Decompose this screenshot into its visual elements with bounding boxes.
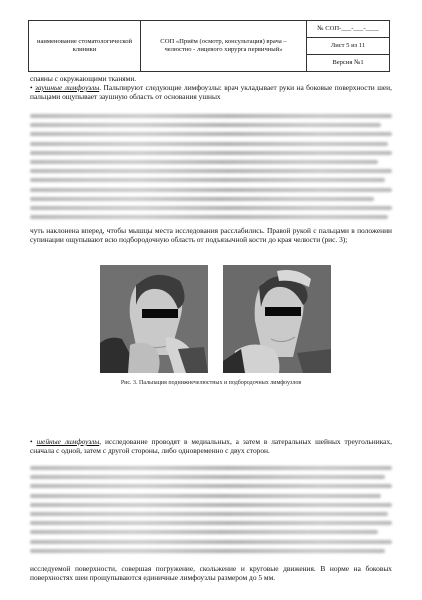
exam-photo-left (100, 265, 208, 373)
version-number: Версия №1 (332, 59, 364, 66)
term-retroauricular: заушные лимфоузлы (35, 83, 100, 92)
doc-number: № СОП-___-___-____ (307, 21, 389, 38)
paragraph-submandibular-end: чуть наклонена вперед, чтобы мышцы места исследования расслабились. Правой рукой с пальцами в положении супинации ощупывают всю подбородочную область от подъязычной кости до края челюсти (рис. 3); (30, 226, 392, 245)
blurred-text-block (30, 466, 392, 558)
bullet: • (30, 437, 33, 446)
paragraph-text: , исследование проводят в медиальных, а затем в латеральных шейных треугольниках, сначала с одной, затем с другой стороны, либо одновременно с двух сторон. (30, 437, 392, 456)
paragraph-retroauricular (30, 83, 392, 101)
doc-meta-cell (307, 21, 389, 71)
figure-caption: Рис. 3. Пальпация поднижнечелюстных и подбородочных лимфоузлов (120, 380, 302, 386)
term-cervical: шейные лимфоузлы (36, 437, 100, 446)
paragraph-text: . Пальпируют следующие лимфоузлы: врач укладывает руки на боковые поверхности шеи, пальцами ощупывает заушную область от основания ушных (30, 83, 392, 102)
paragraph-cervical (30, 437, 392, 455)
exam-photo-right (223, 265, 331, 373)
blurred-text-block (30, 114, 392, 224)
bullet: • (30, 83, 33, 92)
document-header-table (28, 20, 390, 72)
paragraph-cervical-end: исследуемой поверхности, совершая погружение, скольжение и круговые движения. В норме на боковых поверхностях шеи прощупываются единичные лимфоузлы размером до 5 мм. (30, 564, 392, 583)
clinic-name-cell: наименование стоматологической клиники (29, 21, 141, 71)
sop-title-cell: СОП «Приём (осмотр, консультация) врача – челюстно - лицевого хирурга первичный» (141, 21, 307, 71)
top-line: спаяны с окружающими тканями. (30, 74, 137, 83)
sheet-number: Лист 5 из 11 (307, 38, 389, 55)
